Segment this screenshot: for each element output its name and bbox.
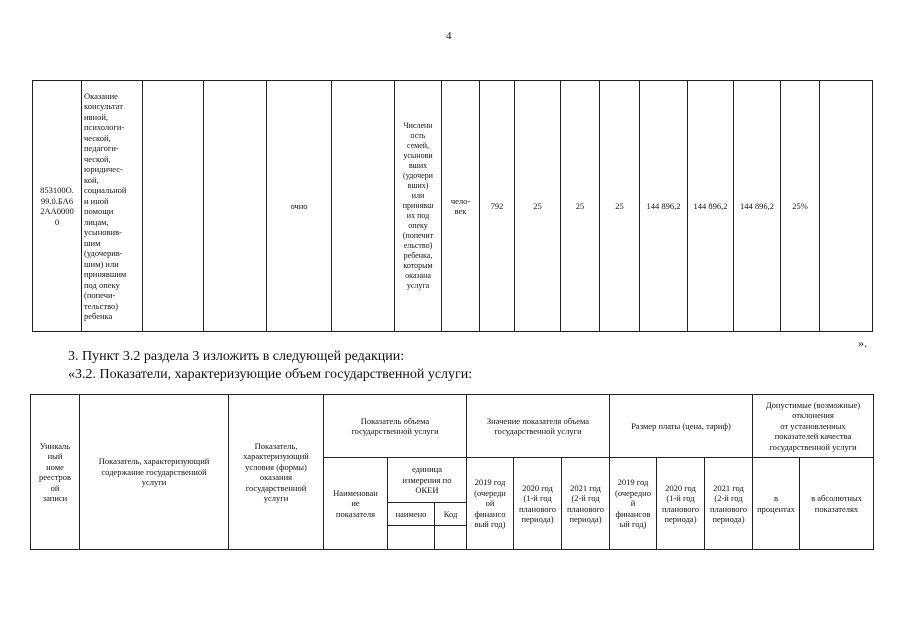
empty-subcell-1	[387, 525, 435, 550]
price-2021-cell: 144 896,2	[733, 80, 781, 332]
header-deviation-percent: в процентах	[752, 457, 800, 550]
closing-quote: ».	[858, 336, 867, 350]
header-service-content: Показатель, характеризующий содержание государственной услуги	[79, 394, 229, 550]
header-unit-okei: единица измерения по ОКЕИ	[387, 457, 467, 503]
empty-cell-3	[331, 80, 395, 332]
header-value-2020: 2020 год (1-й год планового периода)	[513, 457, 562, 550]
header-deviation-absolute: в абсолютных показателях	[799, 457, 874, 550]
value-2021-cell: 25	[599, 80, 640, 332]
unit-code-cell: 792	[479, 80, 515, 332]
header-price-2019: 2019 год (очередно й финансов ый год)	[609, 457, 657, 550]
header-unit-name: наимено	[387, 502, 435, 526]
header-value-2019: 2019 год (очередн ой финансо вый год)	[466, 457, 514, 550]
header-service-conditions: Показатель, характеризующий условия (формы) оказания государственной услуги	[228, 394, 324, 550]
header-price-2020: 2020 год (1-й год планового периода)	[656, 457, 705, 550]
header-unique-number: Уникаль ный номе реестров ой записи	[30, 394, 80, 550]
header-allowed-deviation: Допустимые (возможные) отклонения от установленных показателей качества государственной услуги	[752, 394, 874, 458]
empty-cell-2	[203, 80, 267, 332]
header-volume-indicator: Показатель объема государственной услуги	[323, 394, 467, 458]
section-heading-1: 3. Пункт 3.2 раздела 3 изложить в следующей редакции:	[68, 349, 405, 364]
value-2020-cell: 25	[560, 80, 600, 332]
indicator-name-cell: Численн ость семей, усынови вших (удочери вших) или принявш их под опеку (попечит ельство) ребенка, которым оказана услуга	[394, 80, 442, 332]
header-value-2021: 2021 год (2-й год планового периода)	[561, 457, 610, 550]
header-price-2021: 2021 год (2-й год планового периода)	[704, 457, 753, 550]
value-2019-cell: 25	[514, 80, 561, 332]
header-price: Размер платы (цена, тариф)	[609, 394, 753, 458]
service-form-cell: очно	[266, 80, 332, 332]
service-content-cell: Оказание консультат ивной, психологи- ческой, педагоги- ческой, юридичес- кой, социальной и иной помощи лицам, усыновив- шим (удочерив- шим) или принявшим под опеку (попечи- тельство) ребенка	[81, 80, 143, 332]
registry-code-cell: 853100O. 99.0.БА6 2АА0000 0	[32, 80, 82, 332]
header-indicator-name: Наименован ие показателя	[323, 457, 388, 550]
unit-name-cell: чело- век	[441, 80, 480, 332]
header-unit-code: Код	[434, 502, 467, 526]
price-2020-cell: 144 896,2	[687, 80, 734, 332]
price-2019-cell: 144 896,2	[639, 80, 688, 332]
empty-subcell-2	[434, 525, 467, 550]
section-heading-2: «3.2. Показатели, характеризующие объем государственной услуги:	[68, 367, 473, 382]
deviation-absolute-cell	[819, 80, 873, 332]
page-number: 4	[446, 30, 452, 42]
deviation-percent-cell: 25%	[780, 80, 820, 332]
empty-cell-1	[142, 80, 204, 332]
header-volume-value: Значение показателя объема государственной услуги	[466, 394, 610, 458]
